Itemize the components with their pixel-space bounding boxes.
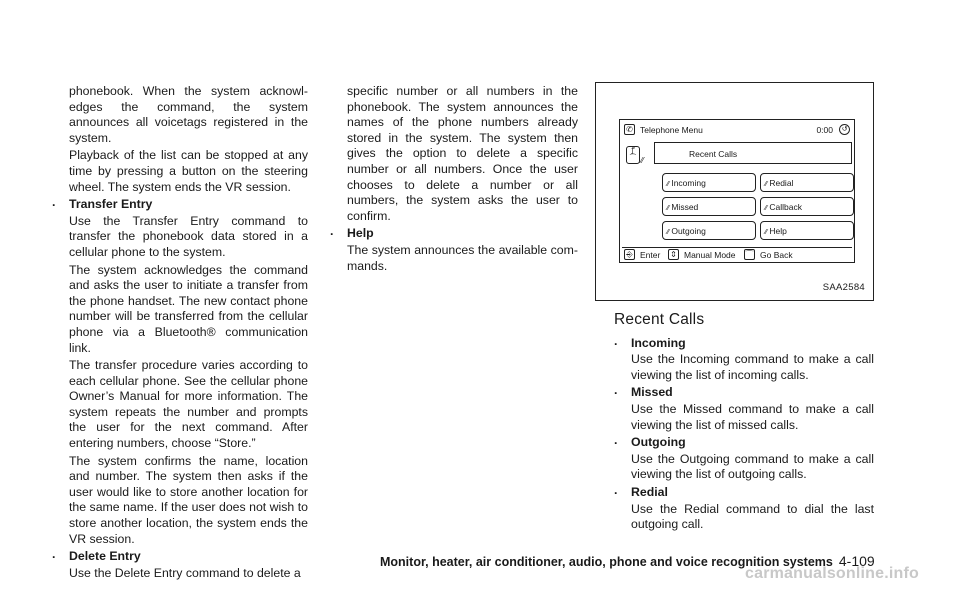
button-label: Redial <box>769 178 794 188</box>
text-column-middle <box>330 84 578 276</box>
text-column-left <box>52 84 308 583</box>
screen-footer <box>622 247 852 260</box>
bullet-heading-delete-entry: . Delete Entry <box>69 549 308 565</box>
bullet-heading-outgoing: . Outgoing <box>631 435 874 451</box>
go-back-label: Go Back <box>760 250 793 260</box>
paragraph: The system announces the available com-mands. <box>347 242 578 273</box>
paragraph: specific number or all numbers in the phonebook. The system announces the names of the phone numbers already stored in the system. The system then gives the option to delete a specific number or all numbers. Once the user chooses to delete a number or all numbers, the system asks the user to confirm. <box>347 84 578 223</box>
bullet-heading-redial: . Redial <box>631 485 874 501</box>
go-back-icon: ⌒ <box>745 250 754 259</box>
section-title-recent-calls: Recent Calls <box>614 311 705 328</box>
paragraph: Use the Delete Entry command to delete a <box>69 565 301 580</box>
enter-icon: ⎆ <box>624 249 635 260</box>
button-label: Missed <box>671 202 699 212</box>
paragraph: The transfer procedure varies according to each cellular phone. See the cellular phone Owner’s Manual for more information. The system repeats the number and prompts the user for the next command. After entering numbers, choose “Store.” <box>69 358 308 451</box>
screen-header <box>622 123 852 137</box>
button-label: Outgoing <box>671 226 706 236</box>
screen-title: Telephone Menu <box>640 125 703 135</box>
paragraph: Use the Incoming command to make a call viewing the list of incoming calls. <box>631 352 874 382</box>
button-label: Help <box>769 226 787 236</box>
incoming-button[interactable] <box>662 173 756 192</box>
help-button[interactable] <box>760 221 854 240</box>
back-arrow-icon: ↺ <box>839 124 850 135</box>
paragraph: The system confirms the name, location and number. The system then asks if the user would like to store another location for the same name. If the user does not wish to store another location, the system ends the VR session. <box>69 453 308 546</box>
telephone-menu-figure <box>595 82 874 301</box>
footer-section-title: Monitor, heater, air conditioner, audio, phone and voice recognition systems <box>380 555 833 569</box>
paragraph: phonebook. When the system acknowl-edges the command, the system announces all voicetags registered in the system. <box>69 84 308 145</box>
voice-icon: ⁄⁄ <box>667 229 670 236</box>
voice-icon: ⁄⁄ <box>765 229 768 236</box>
manual-mode-icon: ⇕ <box>668 249 679 260</box>
phone-icon: ✆ <box>624 124 635 135</box>
text-column-right <box>614 312 874 535</box>
bullet-heading-incoming: . Incoming <box>631 336 874 352</box>
paragraph: Use the Outgoing command to make a call viewing the list of outgoing calls. <box>631 451 874 482</box>
call-timer: 0:00 <box>816 125 833 135</box>
bullet-heading-help: . Help <box>347 226 578 242</box>
bullet-heading-transfer-entry: . Transfer Entry <box>69 197 308 213</box>
voice-icon: ⁄⁄ <box>667 205 670 212</box>
button-label: Incoming <box>671 178 706 188</box>
watermark: carmanualsonline.info <box>745 565 920 582</box>
callback-button[interactable] <box>760 197 854 216</box>
paragraph: The system acknowledges the command and asks the user to initiate a transfer from the phone handset. The new contact phone number will be transferred from the cellular phone via a Bluetooth® communication link. <box>69 262 308 355</box>
recent-calls-box[interactable]: Recent Calls <box>654 142 852 164</box>
voice-icon: ⁄⁄ <box>765 205 768 212</box>
button-label: Callback <box>769 202 802 212</box>
paragraph: Use the Transfer Entry command to transfer the phonebook data stored in a cellular phone to the system. <box>69 213 308 259</box>
figure-code: SAA2584 <box>822 282 865 293</box>
outgoing-button[interactable] <box>662 221 756 240</box>
voice-icon: ⁄⁄ <box>667 181 670 188</box>
bullet-heading-missed: . Missed <box>631 385 874 401</box>
voice-icon: ⁄⁄ <box>765 181 768 188</box>
manual-mode-label: Manual Mode <box>684 250 736 260</box>
missed-button[interactable] <box>662 197 756 216</box>
page-number: 4-109 <box>838 553 875 569</box>
paragraph: Playback of the list can be stopped at any time by pressing a button on the steering wheel. The system ends the VR session. <box>69 148 308 194</box>
paragraph: Use the Redial command to dial the last outgoing call. <box>631 501 874 532</box>
redial-button[interactable] <box>760 173 854 192</box>
paragraph: Use the Missed command to make a call viewing the list of missed calls. <box>631 401 874 432</box>
voice-command-icon: ꝭ ⁀ ⁄⁄ <box>626 146 650 170</box>
telephone-menu-screen <box>619 119 855 263</box>
enter-label: Enter <box>640 250 661 260</box>
